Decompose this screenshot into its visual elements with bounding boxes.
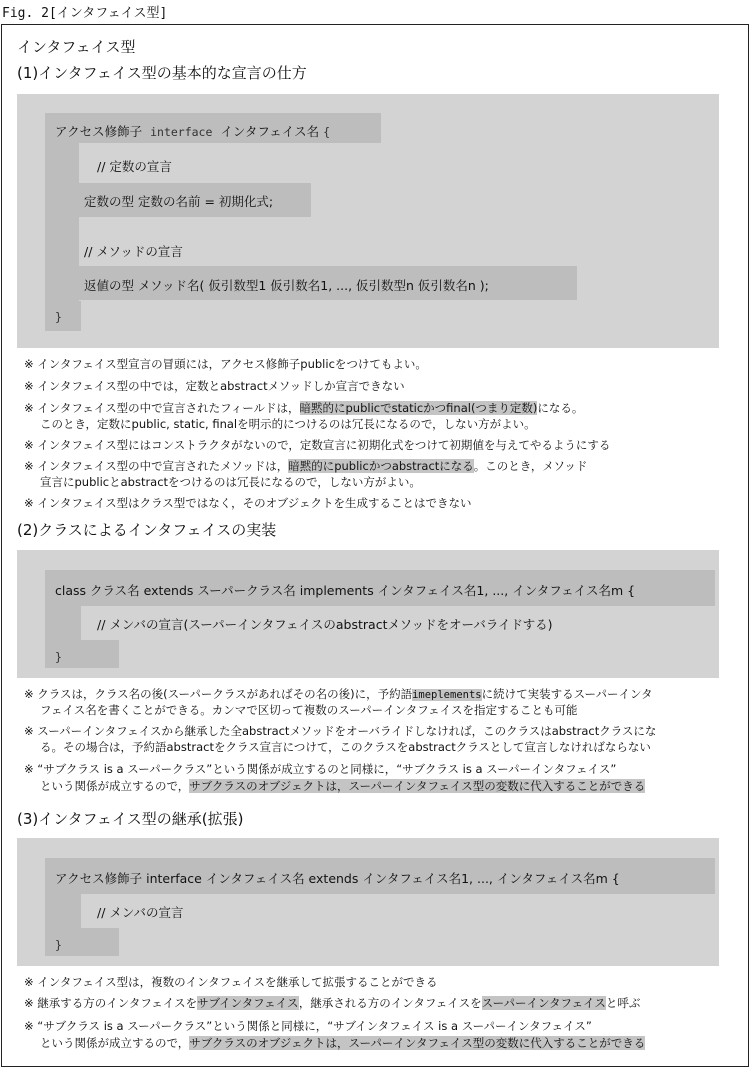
code1-const-decl: 定数の型 定数の名前 = 初期化式;: [84, 194, 274, 209]
code-highlight-bracket: [45, 143, 79, 301]
code1-line1: アクセス修飾子 interface インタフェイス名 {: [55, 124, 331, 139]
section1-title: (1)インタフェイス型の基本的な宣言の仕方: [17, 64, 307, 82]
note1-5: ※ インタフェイス型の中で宣言されたメソッドは，暗黙的にpublicかつabstractになる。このとき，メソッド: [24, 459, 588, 473]
code2-highlight-bracket: [45, 606, 81, 640]
code3-comment: // メンバの宣言: [97, 905, 184, 920]
note2-2b: る。その場合は，予約語abstractをクラス宣言につけて，このクラスをabstractクラスとして宣言しなければならない: [40, 740, 651, 754]
note1-6: ※ インタフェイス型はクラス型ではなく，そのオブジェクトを生成することはできない: [24, 496, 472, 510]
note3-3b: という関係が成立するので，サブクラスのオブジェクトは，スーパーインタフェイス型の変数に代入することができる: [40, 1036, 646, 1050]
code1-method-decl: 返値の型 メソッド名( 仮引数型1 仮引数名1, ..., 仮引数型n 仮引数名n );: [84, 278, 489, 293]
code2-line1: class クラス名 extends スーパークラス名 implements インタフェイス名1, ..., インタフェイス名m {: [55, 583, 636, 598]
figure-label: Fig. 2[インタフェイス型]: [2, 6, 168, 21]
note1-3: ※ インタフェイス型の中で宣言されたフィールドは，暗黙的にpublicでstaticかつfinal(つまり定数)になる。: [24, 401, 584, 415]
note1-4: ※ インタフェイス型にはコンストラクタがないので，定数宣言に初期化式をつけて初期値を与えてやるようにする: [24, 438, 611, 452]
main-title: インタフェイス型: [17, 38, 136, 56]
code3-close: }: [55, 938, 62, 952]
section3-title: (3)インタフェイス型の継承(拡張): [17, 810, 244, 828]
note1-2: ※ インタフェイス型の中では，定数とabstractメソッドしか宣言できない: [24, 379, 405, 393]
code3-highlight-bracket: [45, 894, 81, 928]
note3-1: ※ インタフェイス型は，複数のインタフェイスを継承して拡張することができる: [24, 975, 438, 989]
note2-1b: フェイス名を書くことができる。カンマで区切って複数のスーパーインタフェイスを指定することも可能: [40, 703, 578, 717]
code1-comment-method: // メソッドの宣言: [84, 244, 183, 259]
code3-line1: アクセス修飾子 interface インタフェイス名 extends インタフェイス名1, ..., インタフェイス名m {: [55, 871, 620, 886]
code2-comment: // メンバの宣言(スーパーインタフェイスのabstractメソッドをオーバライドする): [97, 617, 553, 632]
note2-3b: という関係が成立するので，サブクラスのオブジェクトは，スーパーインタフェイス型の変数に代入することができる: [40, 779, 646, 793]
note2-2: ※ スーパーインタフェイスから継承した全abstractメソッドをオーバライドしなければ，このクラスはabstractクラスにな: [24, 724, 657, 738]
code1-comment-const: // 定数の宣言: [97, 159, 172, 174]
note3-3: ※ “サブクラス is a スーパークラス”という関係と同様に，“サブインタフェイス is a スーパーインタフェイス”: [24, 1019, 592, 1033]
note2-3: ※ “サブクラス is a スーパークラス”という関係が成立するのと同様に，“サブクラス is a スーパーインタフェイス”: [24, 762, 617, 776]
code-highlight-close: [45, 301, 81, 331]
note2-1: ※ クラスは，クラス名の後(スーパークラスがあればその名の後)に，予約語imeplementsに続けて実装するスーパーインタ: [24, 687, 653, 701]
code1-close: }: [55, 310, 62, 324]
note1-1: ※ インタフェイス型宣言の冒頭には，アクセス修飾子publicをつけてもよい。: [24, 357, 427, 371]
note1-5b: 宣言にpublicとabstractをつけるのは冗長になるので，しない方がよい。: [40, 475, 421, 489]
code2-close: }: [55, 650, 62, 664]
note1-3b: このとき，定数にpublic, static, finalを明示的につけるのは冗長になるので，しない方がよい。: [40, 417, 536, 431]
note3-2: ※ 継承する方のインタフェイスをサブインタフェイス，継承される方のインタフェイスをスーパーインタフェイスと呼ぶ: [24, 996, 641, 1010]
section2-title: (2)クラスによるインタフェイスの実装: [17, 521, 277, 539]
